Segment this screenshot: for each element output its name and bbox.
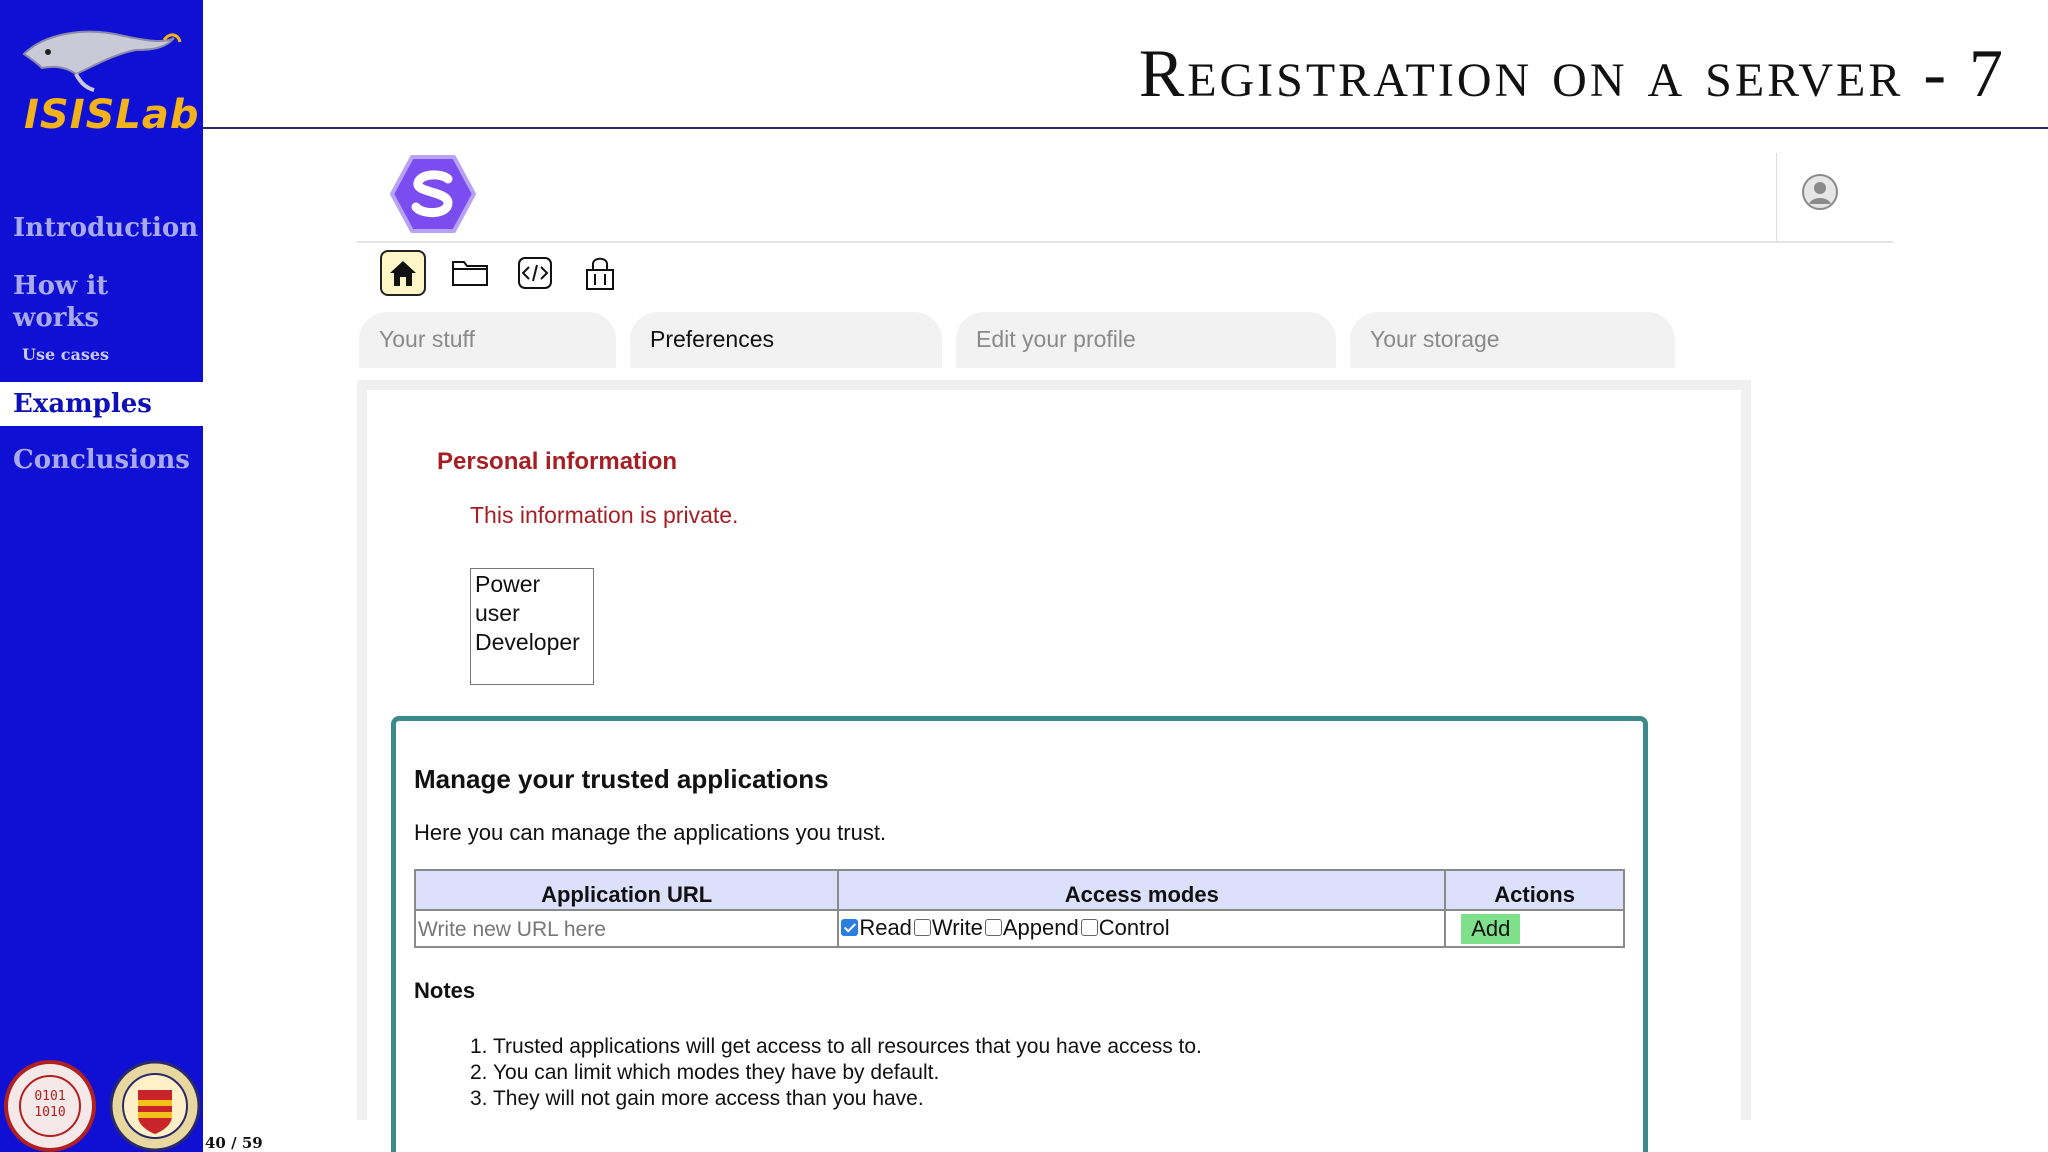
home-button[interactable]	[380, 250, 426, 296]
nav-how-it-works-line1[interactable]: How it	[13, 271, 109, 301]
mode-read[interactable]	[839, 915, 912, 941]
university-seal-icon	[111, 1062, 199, 1150]
folder-button[interactable]	[447, 250, 493, 296]
tab-your-storage[interactable]: Your storage	[1350, 312, 1675, 368]
lock-button[interactable]	[577, 250, 623, 296]
role-option[interactable]: Developer	[475, 629, 580, 655]
list-item: 3. They will not gain more access than you have.	[470, 1087, 924, 1110]
home-icon	[387, 257, 419, 289]
mode-write[interactable]	[912, 915, 983, 941]
table-header-row	[415, 870, 1624, 910]
title-rule	[203, 127, 2048, 129]
university-seals	[0, 1060, 203, 1152]
trusted-apps-table	[414, 869, 1625, 948]
page-total: 59	[241, 1134, 263, 1152]
list-item: 2. You can limit which modes they have by default.	[470, 1061, 940, 1084]
tab-your-stuff[interactable]: Your stuff	[359, 312, 616, 368]
role-option[interactable]: Power user	[475, 571, 541, 626]
page-number	[205, 1134, 263, 1152]
department-seal-icon	[6, 1062, 94, 1150]
trusted-apps-title: Manage your trusted applications	[414, 764, 829, 794]
add-button[interactable]: Add	[1461, 914, 1520, 944]
table-row	[415, 910, 1624, 947]
svg-text:1010: 1010	[34, 1105, 66, 1120]
header-line	[357, 241, 1893, 243]
tab-edit-profile[interactable]: Edit your profile	[956, 312, 1336, 368]
mode-read-label: Read	[859, 914, 912, 940]
dolphin-logo-icon	[14, 14, 184, 94]
code-button[interactable]	[512, 250, 558, 296]
slide-title: Registration on a server - 7	[1138, 35, 2006, 111]
page-current: 40	[205, 1134, 226, 1152]
nav-use-cases[interactable]: Use cases	[22, 345, 110, 364]
page-separator: /	[231, 1134, 237, 1152]
notes-heading: Notes	[414, 978, 476, 1003]
trusted-apps-description: Here you can manage the applications you trust.	[414, 820, 887, 845]
sidebar	[0, 0, 203, 1152]
nav-how-it-works-line2[interactable]: works	[13, 303, 100, 333]
column-header-modes: Access modes	[838, 870, 1445, 910]
header-divider	[1776, 153, 1777, 241]
notes-list	[470, 1034, 1202, 1112]
write-checkbox[interactable]	[914, 919, 931, 936]
svg-text:0101: 0101	[34, 1089, 66, 1104]
folder-icon	[451, 258, 489, 288]
url-cell	[415, 910, 838, 947]
isislab-logo-text: ISISLab	[24, 92, 200, 138]
lock-icon	[584, 255, 616, 291]
column-header-url: Application URL	[415, 870, 838, 910]
mode-append[interactable]	[983, 915, 1079, 941]
personal-info-heading: Personal information	[437, 448, 678, 475]
nav-introduction[interactable]: Introduction	[13, 213, 199, 243]
tab-preferences[interactable]: Preferences	[630, 312, 942, 368]
user-avatar-icon[interactable]	[1801, 173, 1839, 211]
list-item: 1. Trusted applications will get access to all resources that you have access to.	[470, 1035, 1202, 1058]
mode-write-label: Write	[931, 914, 983, 940]
isislab-logo	[14, 14, 200, 138]
solid-app-logo-icon[interactable]	[390, 153, 476, 235]
mode-control[interactable]	[1079, 915, 1170, 941]
mode-append-label: Append	[1002, 914, 1079, 940]
column-header-actions: Actions	[1445, 870, 1624, 910]
url-input[interactable]	[416, 918, 837, 942]
control-checkbox[interactable]	[1081, 919, 1098, 936]
modes-cell	[838, 910, 1445, 947]
roles-listbox[interactable]	[470, 568, 594, 685]
nav-examples[interactable]: Examples	[13, 389, 152, 419]
actions-cell	[1445, 910, 1624, 947]
private-note: This information is private.	[470, 502, 739, 528]
code-icon	[517, 256, 553, 290]
nav-conclusions[interactable]: Conclusions	[13, 445, 190, 475]
mode-control-label: Control	[1098, 914, 1170, 940]
append-checkbox[interactable]	[985, 919, 1002, 936]
read-checkbox[interactable]	[841, 919, 858, 936]
